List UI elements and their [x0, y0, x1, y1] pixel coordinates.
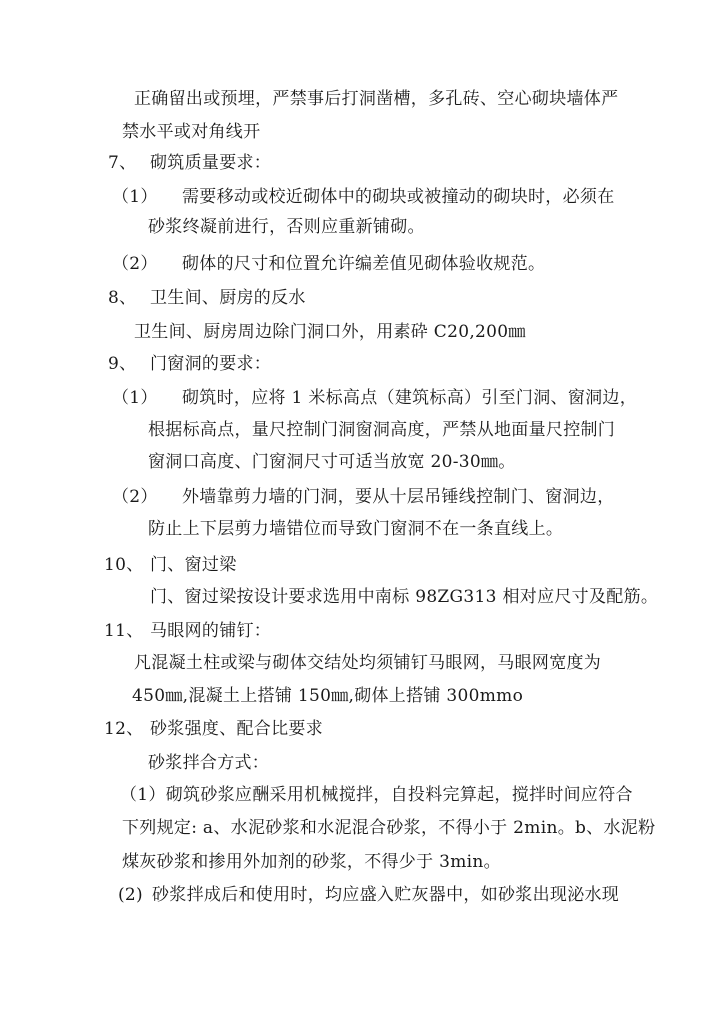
paragraph-line: 需要移动或校近砌体中的砌块或被撞动的砌块时，必须在	[182, 187, 615, 207]
section-heading: 砌筑质量要求：	[150, 153, 272, 173]
section-number: 7、	[108, 153, 137, 173]
paragraph-line: 正确留出或预埋，严禁事后打洞凿槽，多孔砖、空心砌块墙体严	[134, 89, 619, 109]
paragraph-line: 砌筑时，应将 1 米标高点（建筑标高）引至门洞、窗洞边，	[182, 388, 638, 408]
item-number: （2）	[112, 254, 158, 274]
item-number: (2)	[118, 885, 143, 905]
paragraph-line: 防止上下层剪力墙错位而导致门窗洞不在一条直线上。	[148, 519, 564, 539]
paragraph-line: 卫生间、厨房周边除门洞口外，用素砕 C20,200㎜	[134, 322, 526, 342]
section-heading: 砂浆强度、配合比要求	[150, 719, 323, 739]
paragraph-line: 砂浆拌成后和使用时，均应盛入贮灰器中，如砂浆出现泌水现	[152, 885, 620, 905]
section-heading: 卫生间、厨房的反水	[150, 288, 306, 308]
paragraph-line: 根据标高点，量尺控制门洞窗洞高度，严禁从地面量尺控制门	[148, 420, 616, 440]
paragraph-line: 凡混凝土柱或梁与砌体交结处均须铺钉马眼网，马眼网宽度为	[134, 653, 602, 673]
section-number: 8、	[108, 288, 137, 308]
paragraph-line: 砂浆终凝前进行，否则应重新铺砌。	[148, 217, 425, 237]
section-heading: 马眼网的铺钉：	[150, 621, 272, 641]
section-number: 11、	[104, 621, 144, 641]
section-heading: 门窗洞的要求：	[150, 354, 272, 374]
section-number: 9、	[108, 354, 137, 374]
paragraph-line: 窗洞口高度、门窗洞尺寸可适当放宽 20-30㎜。	[148, 452, 516, 472]
paragraph-line: 砌体的尺寸和位置允许编差值见砌体验收规范。	[182, 254, 546, 274]
paragraph-line: 450㎜,混凝土上搭铺 150㎜,砌体上搭铺 300mmo	[132, 686, 524, 706]
paragraph-line: 下列规定: a、水泥砂浆和水泥混合砂浆，不得小于 2min。b、水泥粉	[122, 818, 656, 838]
item-number: （1）	[112, 388, 158, 408]
paragraph-line: 砂浆拌合方式：	[148, 753, 270, 773]
paragraph-line: （1）砌筑砂浆应酬采用机械搅拌，自投料完算起，搅拌时间应符合	[120, 785, 633, 805]
section-heading: 门、窗过梁	[150, 555, 237, 575]
item-number: （1）	[112, 187, 158, 207]
item-number: （2）	[112, 487, 158, 507]
paragraph-line: 禁水平或对角线开	[122, 122, 261, 142]
paragraph-line: 外墙靠剪力墙的门洞，要从十层吊锤线控制门、窗洞边，	[182, 487, 615, 507]
paragraph-line: 煤灰砂浆和掺用外加剂的砂浆，不得少于 3min。	[122, 852, 501, 872]
section-number: 10、	[104, 555, 144, 575]
section-number: 12、	[104, 719, 144, 739]
paragraph-line: 门、窗过梁按设计要求选用中南标 98ZG313 相对应尺寸及配筋。	[150, 587, 659, 607]
